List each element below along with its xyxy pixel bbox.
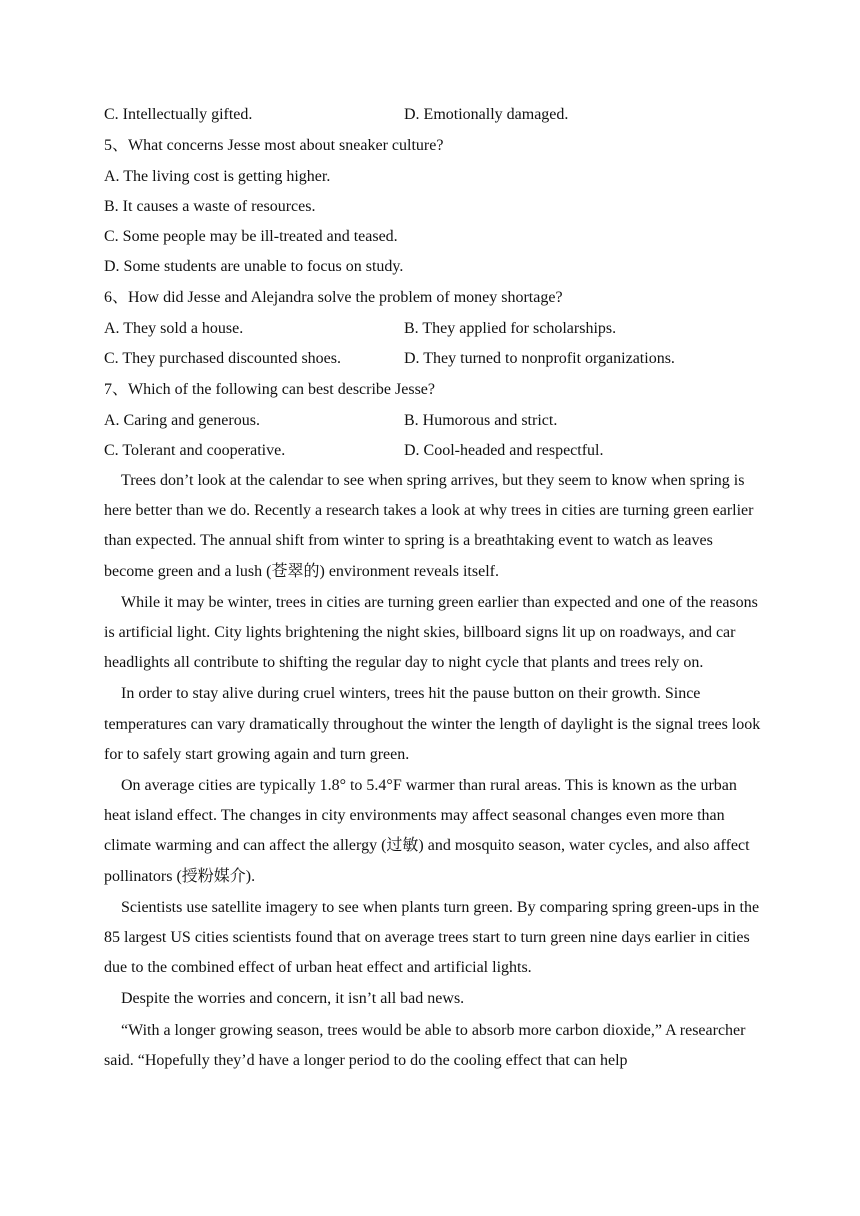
q6-option-d: D. They turned to nonprofit organizations. <box>404 350 675 367</box>
q7-option-d: D. Cool-headed and respectful. <box>404 442 604 459</box>
q4-option-d: D. Emotionally damaged. <box>404 106 569 123</box>
document-page <box>104 100 764 1076</box>
passage-paragraph-4: On average cities are typically 1.8° to 5.4°F warmer than rural areas. This is known as the urban heat island effect. The changes in city environments may affect seasonal changes even more than climate warming and can affect the allergy (过敏) and mosquito season, water cycles, and also affect pollinators (授粉媒介). <box>104 777 750 885</box>
q6-options-row-cd <box>104 344 764 374</box>
q6-option-b: B. They applied for scholarships. <box>404 320 617 337</box>
q5-option-b: B. It causes a waste of resources. <box>104 198 316 215</box>
q6-question: 6、How did Jesse and Alejandra solve the problem of money shortage? <box>104 289 563 306</box>
q5-question: 5、What concerns Jesse most about sneaker culture? <box>104 137 444 154</box>
q4-options-row-cd <box>104 100 764 130</box>
q7-question: 7、Which of the following can best describe Jesse? <box>104 381 436 398</box>
q7-options-row-ab <box>104 406 764 436</box>
q5-option-a: A. The living cost is getting higher. <box>104 168 331 185</box>
q6-option-a: A. They sold a house. <box>104 320 244 337</box>
passage-paragraph-5: Scientists use satellite imagery to see when plants turn green. By comparing spring green-ups in the 85 largest US cities scientists found that on average trees start to turn green nine days earlier in cities due to the combined effect of urban heat effect and artificial lights. <box>104 898 760 977</box>
q7-option-b: B. Humorous and strict. <box>404 412 558 429</box>
q5-option-d: D. Some students are unable to focus on study. <box>104 258 404 275</box>
passage-paragraph-6: Despite the worries and concern, it isn’t all bad news. <box>121 990 465 1008</box>
q4-option-c: C. Intellectually gifted. <box>104 106 253 123</box>
passage-paragraph-3: In order to stay alive during cruel winters, trees hit the pause button on their growth. Since temperatures can vary dramatically throughout the winter the length of daylight is the signal trees look for to safely start growing again and turn green. <box>104 685 761 763</box>
passage-paragraph-2: While it may be winter, trees in cities are turning green earlier than expected and one of the reasons is artificial light. City lights brightening the night skies, billboard signs lit up on roadways, and car headlights all contribute to shifting the regular day to night cycle that plants and trees rely on. <box>104 593 758 672</box>
q7-options-row-cd <box>104 436 764 466</box>
passage-paragraph-7: “With a longer growing season, trees would be able to absorb more carbon dioxide,” A researcher said. “Hopefully they’d have a longer period to do the cooling effect that can help <box>104 1021 746 1069</box>
q6-option-c: C. They purchased discounted shoes. <box>104 350 341 367</box>
q5-option-c: C. Some people may be ill-treated and teased. <box>104 228 398 245</box>
q7-option-a: A. Caring and generous. <box>104 412 260 429</box>
q6-options-row-ab <box>104 314 764 344</box>
q7-option-c: C. Tolerant and cooperative. <box>104 442 286 459</box>
passage-paragraph-1: Trees don’t look at the calendar to see when spring arrives, but they seem to know when spring is here better than we do. Recently a research takes a look at why trees in cities are turning green earlier than expected. The annual shift from winter to spring is a breathtaking event to watch as leaves become green and a lush (苍翠的) environment reveals itself. <box>104 472 754 580</box>
